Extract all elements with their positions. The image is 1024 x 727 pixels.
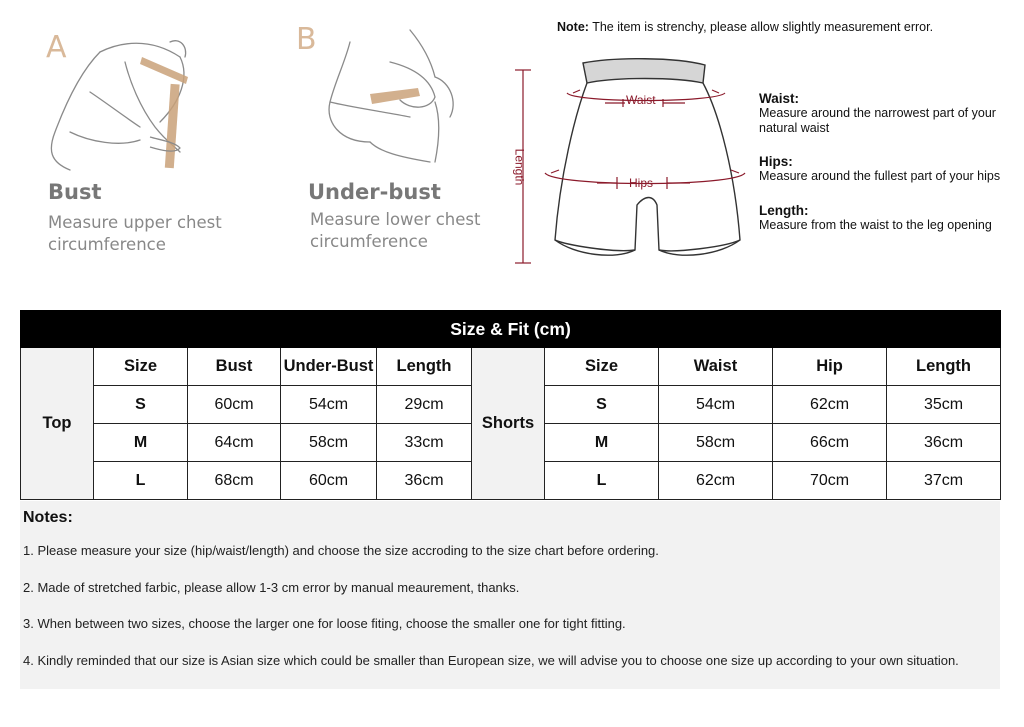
shorts-group-label: Shorts [472,348,545,500]
shorts-diagram [505,55,755,270]
shorts-header-length: Length [887,348,1001,386]
top-length-cell: 33cm [377,424,472,462]
shorts-length-cell: 36cm [887,424,1001,462]
size-fit-table [20,310,1001,500]
top-header-size: Size [94,348,188,386]
shorts-waist-cell: 62cm [659,462,773,500]
stretch-note-text: The item is strenchy, please allow slightly measurement error. [588,20,934,34]
note-item: 1. Please measure your size (hip/waist/length) and choose the size accroding to the size chart before ordering. [23,543,659,558]
waist-label: Waist [626,93,656,107]
shorts-size-cell: L [545,462,659,500]
bust-description: Measure upper chest circumference [48,213,222,254]
notes-section [20,501,1000,689]
waist-definition [759,91,1019,136]
top-header-under-bust: Under-Bust [281,348,377,386]
length-label: Length [512,148,527,186]
bust-letter: A [46,30,67,65]
hips-label: Hips [629,176,654,190]
top-header-bust: Bust [188,348,281,386]
top-size-cell: L [94,462,188,500]
bust-measure-illustration [30,22,210,172]
hips-definition-text: Measure around the fullest part of your hips [759,169,1001,183]
top-length-cell: 36cm [377,462,472,500]
stretch-note [557,20,933,34]
under-bust-description: Measure lower chest circumference [310,210,481,251]
shorts-header-waist: Waist [659,348,773,386]
shorts-waist-cell: 58cm [659,424,773,462]
shorts-header-hip: Hip [773,348,887,386]
length-definition [759,203,1019,233]
shorts-hip-cell: 62cm [773,386,887,424]
shorts-hip-cell: 66cm [773,424,887,462]
length-definition-text: Measure from the waist to the leg opening [759,218,992,232]
top-under-bust-cell: 60cm [281,462,377,500]
waist-definition-title: Waist: [759,91,799,106]
hips-definition [759,154,1019,184]
length-definition-title: Length: [759,203,809,218]
top-under-bust-cell: 54cm [281,386,377,424]
notes-title: Notes: [23,509,73,526]
top-bust-cell: 68cm [188,462,281,500]
under-bust-measure-illustration [290,22,470,172]
top-size-cell: S [94,386,188,424]
top-under-bust-cell: 58cm [281,424,377,462]
shorts-waist-cell: 54cm [659,386,773,424]
waist-definition-text: Measure around the narrowest part of your natural waist [759,106,996,135]
shorts-header-size: Size [545,348,659,386]
table-title: Size & Fit (cm) [21,311,1001,348]
under-bust-title: Under-bust [308,180,441,204]
shorts-length-cell: 35cm [887,386,1001,424]
notes-list [23,543,1000,689]
shorts-hip-cell: 70cm [773,462,887,500]
top-size-cell: M [94,424,188,462]
shorts-size-cell: M [545,424,659,462]
shorts-length-cell: 37cm [887,462,1001,500]
bust-title: Bust [48,180,102,204]
top-group-label: Top [21,348,94,500]
note-item: 3. When between two sizes, choose the larger one for loose fiting, choose the smaller one for tight fitting. [23,616,626,631]
top-length-cell: 29cm [377,386,472,424]
shorts-size-cell: S [545,386,659,424]
note-item: 4. Kindly reminded that our size is Asian size which could be smaller than European size, we will advise you to choose one size up according to your own situation. [23,652,959,668]
note-item: 2. Made of stretched farbic, please allow 1-3 cm error by manual meaurement, thanks. [23,579,520,595]
hips-definition-title: Hips: [759,154,793,169]
table-header-row [21,348,1001,386]
stretch-note-label: Note: [557,20,589,34]
top-header-length: Length [377,348,472,386]
top-bust-cell: 64cm [188,424,281,462]
top-bust-cell: 60cm [188,386,281,424]
under-bust-letter: B [296,22,317,57]
